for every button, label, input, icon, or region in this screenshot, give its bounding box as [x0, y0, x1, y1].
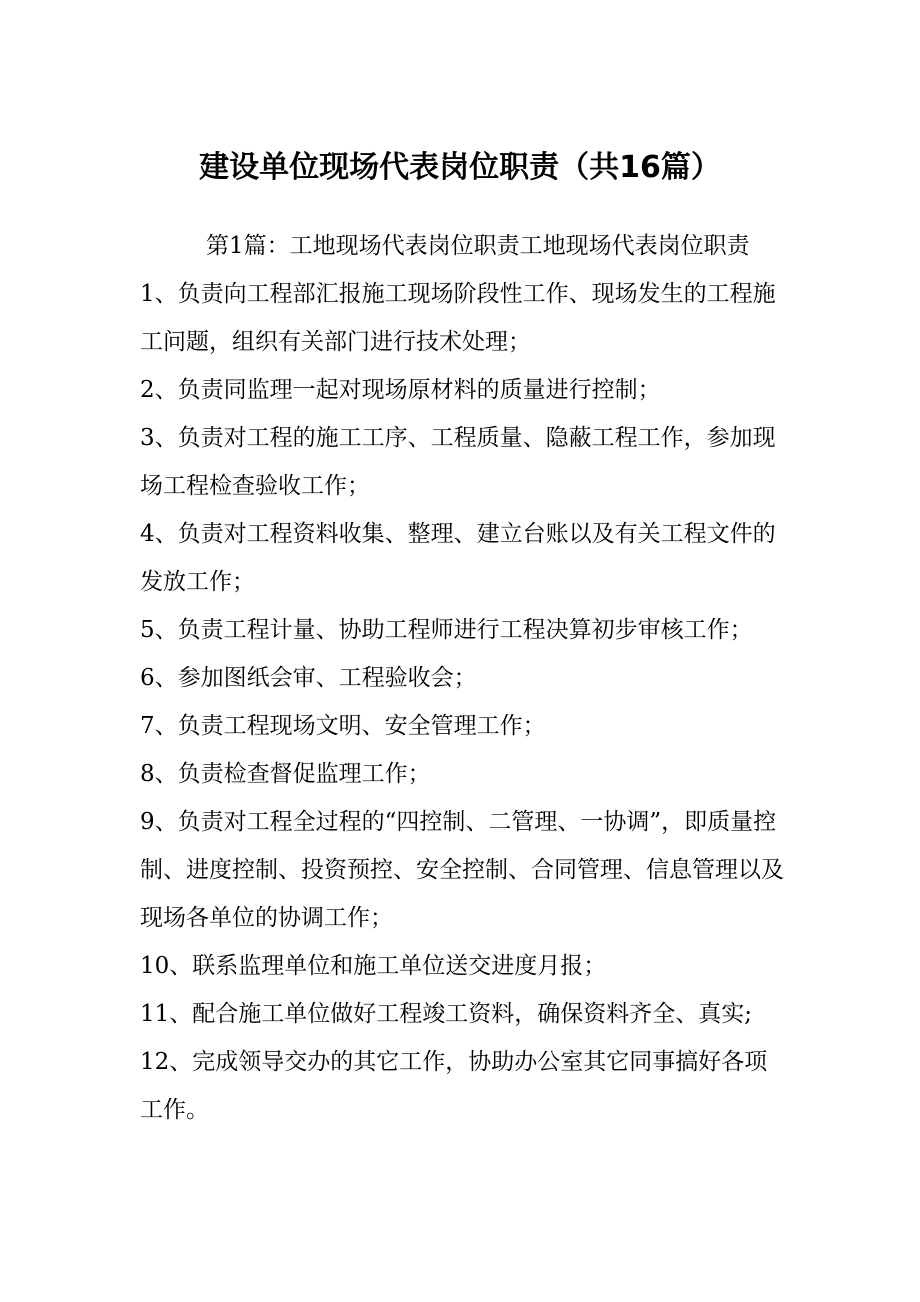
duty-item: 6、参加图纸会审、工程验收会； [140, 665, 477, 691]
duty-item: 3、负责对工程的施工工序、工程质量、隐蔽工程工作，参加现场工程检查验收工作； [140, 425, 776, 499]
duty-item: 5、负责工程计量、协助工程师进行工程决算初步审核工作； [140, 617, 753, 643]
duty-item: 9、负责对工程全过程的“四控制、二管理、一协调”，即质量控制、进度控制、投资预控、安全控制、合同管理、信息管理以及现场各单位的协调工作； [140, 809, 784, 931]
duty-item: 7、负责工程现场文明、安全管理工作； [140, 713, 546, 739]
duty-item: 4、负责对工程资料收集、整理、建立台账以及有关工程文件的发放工作； [140, 521, 776, 595]
duty-item: 11、配合施工单位做好工程竣工资料，确保资料齐全、真实; [140, 1001, 753, 1027]
duty-item: 1、负责向工程部汇报施工现场阶段性工作、现场发生的工程施工问题，组织有关部门进行技术处理； [140, 281, 776, 355]
duty-item: 12、完成领导交办的其它工作，协助办公室其它同事搞好各项工作。 [140, 1049, 768, 1123]
document-body [140, 222, 790, 1134]
duty-item: 8、负责检查督促监理工作； [140, 761, 431, 787]
intro-paragraph: 第1篇：工地现场代表岗位职责工地现场代表岗位职责 [206, 233, 750, 259]
document-title: 建设单位现场代表岗位职责（共16篇） [199, 150, 721, 185]
duty-item: 10、联系监理单位和施工单位送交进度月报； [140, 953, 607, 979]
duty-item: 2、负责同监理一起对现场原材料的质量进行控制； [140, 377, 661, 403]
